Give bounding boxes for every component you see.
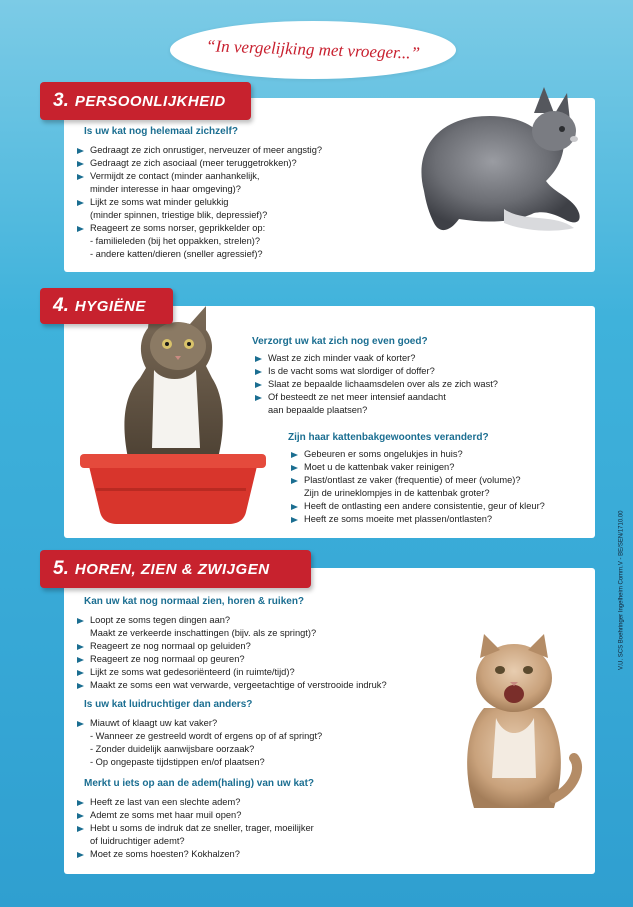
section-5-list-noise <box>76 717 322 769</box>
list-item: Miauwt of klaagt uw kat vaker? <box>76 717 322 730</box>
list-item: - Wanneer ze gestreeld wordt of ergens op of af springt? <box>90 731 323 741</box>
list-item: (minder spinnen, triestige blik, depressief)? <box>90 210 268 220</box>
list-item: Reageert ze nog normaal op geluiden? <box>76 640 387 653</box>
section-card-senses <box>64 568 595 874</box>
list-item: Ademt ze soms met haar muil open? <box>76 809 314 822</box>
list-item: Lijkt ze soms wat minder gelukkig <box>76 196 322 209</box>
list-item: Hebt u soms de indruk dat ze sneller, trager, moeilijker <box>76 822 314 835</box>
list-item: Wast ze zich minder vaak of korter? <box>254 352 498 365</box>
list-item: Is de vacht soms wat slordiger of doffer? <box>254 365 498 378</box>
section-5-question-noise: Is uw kat luidruchtiger dan anders? <box>84 699 253 710</box>
list-item: - Op ongepaste tijdstippen en/of plaatsen? <box>90 757 265 767</box>
section-5-question-breathing: Merkt u iets op aan de adem(haling) van uw kat? <box>84 778 315 789</box>
list-item: Reageert ze nog normaal op geuren? <box>76 653 387 666</box>
list-item: minder interesse in haar omgeving)? <box>90 184 241 194</box>
list-item: Lijkt ze soms wat gedesoriënteerd (in ruimte/tijd)? <box>76 666 387 679</box>
section-number: 3. <box>53 90 69 111</box>
list-item: Reageert ze soms norser, geprikkelder op: <box>76 222 322 235</box>
list-item: Of besteedt ze net meer intensief aandacht <box>254 391 498 404</box>
page-title: “In vergelijking met vroeger...” <box>205 36 421 63</box>
list-item: Loopt ze soms tegen dingen aan? <box>76 614 387 627</box>
list-item: Moet u de kattenbak vaker reinigen? <box>290 461 545 474</box>
section-card-personality <box>64 98 595 272</box>
section-4-list-grooming <box>254 352 498 417</box>
list-item: Vermijdt ze contact (minder aanhankelijk, <box>76 170 322 183</box>
grey-cat-image <box>404 73 584 243</box>
section-4-tab <box>40 288 173 324</box>
list-item: of luidruchtiger ademt? <box>90 836 185 846</box>
meowing-cat-image <box>444 628 584 818</box>
section-3-list <box>76 144 322 261</box>
section-5-tab <box>40 550 311 588</box>
section-3-question: Is uw kat nog helemaal zichzelf? <box>84 126 238 137</box>
list-item: - andere katten/dieren (sneller agressief)? <box>90 249 263 259</box>
list-item: Moet ze soms hoesten? Kokhalzen? <box>76 848 314 861</box>
section-4-list-litter <box>290 448 545 526</box>
list-item: Heeft ze soms moeite met plassen/ontlasten? <box>290 513 545 526</box>
section-title: HYGIËNE <box>74 297 146 315</box>
section-number: 4. <box>53 295 69 316</box>
section-title: HOREN, ZIEN & ZWIJGEN <box>74 560 270 578</box>
list-item: Heeft ze last van een slechte adem? <box>76 796 314 809</box>
section-title: PERSOONLIJKHEID <box>74 92 226 110</box>
list-item: Zijn de urineklompjes in de kattenbak groter? <box>304 488 490 498</box>
publisher-note: V.U. SCS Boehringer Ingelheim Comm.V - BE/SEN/1710.00 <box>619 510 625 670</box>
list-item: aan bepaalde plaatsen? <box>268 405 368 415</box>
list-item: Maakt ze verkeerde inschattingen (bijv. als ze springt)? <box>90 628 317 638</box>
list-item: Gebeuren er soms ongelukjes in huis? <box>290 448 545 461</box>
list-item: Plast/ontlast ze vaker (frequentie) of meer (volume)? <box>290 474 545 487</box>
list-item: Maakt ze soms een wat verwarde, vergeetachtige of verstrooide indruk? <box>76 679 387 692</box>
section-5-list-breathing <box>76 796 314 861</box>
section-4-question-litter: Zijn haar kattenbakgewoontes veranderd? <box>288 432 489 443</box>
list-item: - Zonder duidelijk aanwijsbare oorzaak? <box>90 744 255 754</box>
section-5-list-senses <box>76 614 387 692</box>
cat-in-litter-box-image <box>68 298 268 534</box>
section-4-question-grooming: Verzorgt uw kat zich nog even goed? <box>252 336 428 347</box>
list-item: Heeft de ontlasting een andere consistentie, geur of kleur? <box>290 500 545 513</box>
section-3-tab <box>40 82 251 120</box>
list-item: Gedraagt ze zich onrustiger, nerveuzer of meer angstig? <box>76 144 322 157</box>
list-item: - familieleden (bij het oppakken, strelen)? <box>90 236 261 246</box>
section-5-question-senses: Kan uw kat nog normaal zien, horen & ruiken? <box>84 596 305 607</box>
list-item: Slaat ze bepaalde lichaamsdelen over als ze zich wast? <box>254 378 498 391</box>
list-item: Gedraagt ze zich asociaal (meer teruggetrokken)? <box>76 157 322 170</box>
title-banner <box>170 21 456 79</box>
section-number: 5. <box>53 558 69 579</box>
section-card-hygiene <box>64 306 595 538</box>
